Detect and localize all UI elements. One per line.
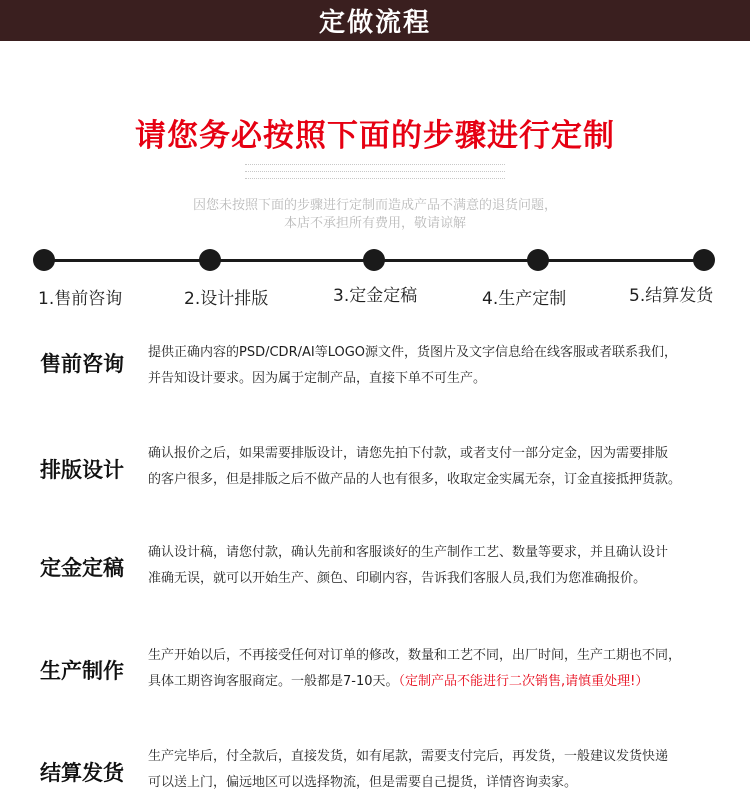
section-title-settlement: 结算发货 (40, 761, 124, 785)
notice-line-1: 因您未按照下面的步骤进行定制而造成产品不满意的退货问题， (192, 198, 557, 213)
section-text-deposit (148, 540, 728, 592)
section-line: 提供正确内容的PSD/CDR/AI等LOGO源文件，货图片及文字信息给在线客服或者联系我们， (148, 345, 678, 360)
notice-line-2: 本店不承担所有费用，敬请谅解 (283, 216, 466, 231)
section-line: 具体工期咨询客服商定。一般都是7-10天。 (148, 674, 399, 689)
section-title-layout: 排版设计 (40, 458, 124, 482)
step-dot (363, 249, 385, 271)
step-dot (527, 249, 549, 271)
section-text-production (148, 643, 728, 695)
step-label-3: 3.定金定稿 (333, 286, 418, 306)
section-text-layout (148, 441, 728, 493)
section-line: 的客户很多，但是排版之后不做产品的人也有很多，收取定金实属无奈，订金直接抵押货款。 (148, 472, 682, 487)
warning-text: （定制产品不能进行二次销售,请慎重处理!） (398, 674, 649, 689)
section-line: 确认报价之后，如果需要排版设计，请您先拍下付款，或者支付一部分定金，因为需要排版 (148, 446, 669, 461)
step-label-2: 2.设计排版 (184, 289, 269, 309)
step-dot (33, 249, 55, 271)
decorative-divider (245, 164, 505, 168)
decorative-divider (245, 171, 505, 175)
section-title-presale: 售前咨询 (40, 352, 124, 376)
section-line: 准确无误，就可以开始生产、颜色、印刷内容，告诉我们客服人员,我们为您准确报价。 (148, 571, 647, 586)
step-label-5: 5.结算发货 (629, 286, 714, 306)
section-line: 可以送上门，偏远地区可以选择物流，但是需要自己提货，详情咨询卖家。 (148, 775, 578, 790)
step-label-4: 4.生产定制 (482, 289, 567, 309)
section-line: 并告知设计要求。因为属于定制产品，直接下单不可生产。 (148, 371, 487, 386)
step-dot (199, 249, 221, 271)
decorative-divider (245, 178, 505, 182)
page-title: 定做流程 (318, 8, 431, 38)
section-line: 确认设计稿，请您付款，确认先前和客服谈好的生产制作工艺、数量等要求，并且确认设计 (148, 545, 669, 560)
headline: 请您务必按照下面的步骤进行定制 (135, 118, 615, 154)
section-title-deposit: 定金定稿 (40, 556, 124, 580)
step-dot (693, 249, 715, 271)
section-title-production: 生产制作 (40, 659, 124, 683)
header-bar (0, 0, 750, 41)
section-text-settlement (148, 744, 728, 796)
section-text-presale (148, 340, 728, 392)
section-line: 生产完毕后，付全款后，直接发货，如有尾款，需要支付完后，再发货，一般建议发货快递 (148, 749, 669, 764)
step-label-1: 1.售前咨询 (38, 289, 123, 309)
section-line-with-warning (148, 669, 728, 695)
section-line: 生产开始以后，不再接受任何对订单的修改，数量和工艺不同，出厂时间，生产工期也不同， (148, 648, 682, 663)
